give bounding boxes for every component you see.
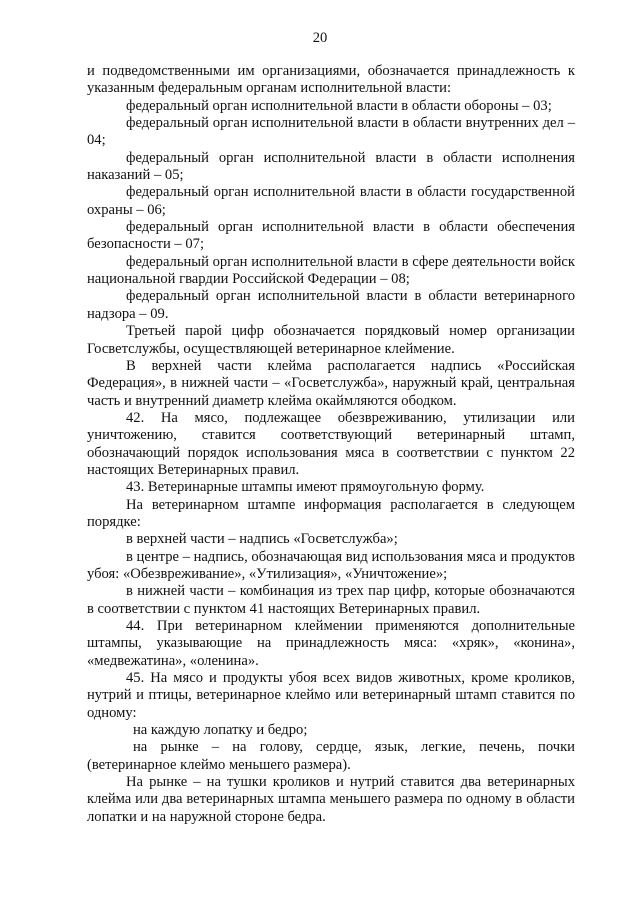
document-body xyxy=(87,63,575,826)
paragraph: на каждую лопатку и бедро; xyxy=(133,722,308,739)
paragraph: Третьей парой цифр обозначается порядковый номер организации Госветслужбы, осуществляющей ветеринарное клеймение. xyxy=(87,323,575,357)
paragraph: на рынке – на голову, сердце, язык, легкие, печень, почки (ветеринарное клеймо меньшего размера). xyxy=(87,739,575,773)
paragraph: 42. На мясо, подлежащее обезвреживанию, утилизации или уничтожению, ставится соответствующий ветеринарный штамп, обозначающий порядок использования мяса в соответствии с пунктом 22 настоящих Ветеринарных правил. xyxy=(87,409,575,478)
page-number: 20 xyxy=(312,30,328,46)
paragraph: федеральный орган исполнительной власти в области внутренних дел – 04; xyxy=(87,115,575,149)
paragraph: федеральный орган исполнительной власти в области государственной охраны – 06; xyxy=(87,184,575,218)
paragraph: В верхней части клейма располагается надпись «Российская Федерация», в нижней части – «Госветслужба», наружный край, центральная часть и внутренний диаметр клейма окаймляются ободком. xyxy=(87,357,575,409)
paragraph: и подведомственными им организациями, обозначается принадлежность к указанным федеральным органам исполнительной власти: xyxy=(87,63,575,97)
paragraph: федеральный орган исполнительной власти в области обеспечения безопасности – 07; xyxy=(87,219,575,253)
paragraph: федеральный орган исполнительной власти в области ветеринарного надзора – 09. xyxy=(87,288,575,322)
paragraph: в верхней части – надпись «Госветслужба»; xyxy=(126,531,398,548)
paragraph: На рынке – на тушки кроликов и нутрий ставится два ветеринарных клейма или два ветеринарных штампа меньшего размера по одному в области лопатки и на наружной стороне бедра. xyxy=(87,774,575,825)
paragraph: 45. На мясо и продукты убоя всех видов животных, кроме кроликов, нутрий и птицы, ветеринарное клеймо или ветеринарный штамп ставится по одному: xyxy=(87,670,575,721)
paragraph: федеральный орган исполнительной власти в сфере деятельности войск национальной гвардии Российской Федерации – 08; xyxy=(87,253,575,288)
paragraph: федеральный орган исполнительной власти в области исполнения наказаний – 05; xyxy=(87,149,575,184)
paragraph: 44. При ветеринарном клеймении применяются дополнительные штампы, указывающие на принадлежность мяса: «хряк», «конина», «медвежатина», «оленина». xyxy=(87,618,575,669)
paragraph: На ветеринарном штампе информация располагается в следующем порядке: xyxy=(87,496,575,530)
paragraph: в нижней части – комбинация из трех пар цифр, которые обозначаются в соответствии с пунктом 41 настоящих Ветеринарных правил. xyxy=(87,583,575,617)
paragraph: в центре – надпись, обозначающая вид использования мяса и продуктов убоя: «Обезвреживание», «Утилизация», «Уничтожение»; xyxy=(87,548,575,582)
paragraph: 43. Ветеринарные штампы имеют прямоугольную форму. xyxy=(126,479,485,496)
paragraph: федеральный орган исполнительной власти в области обороны – 03; xyxy=(126,97,552,114)
